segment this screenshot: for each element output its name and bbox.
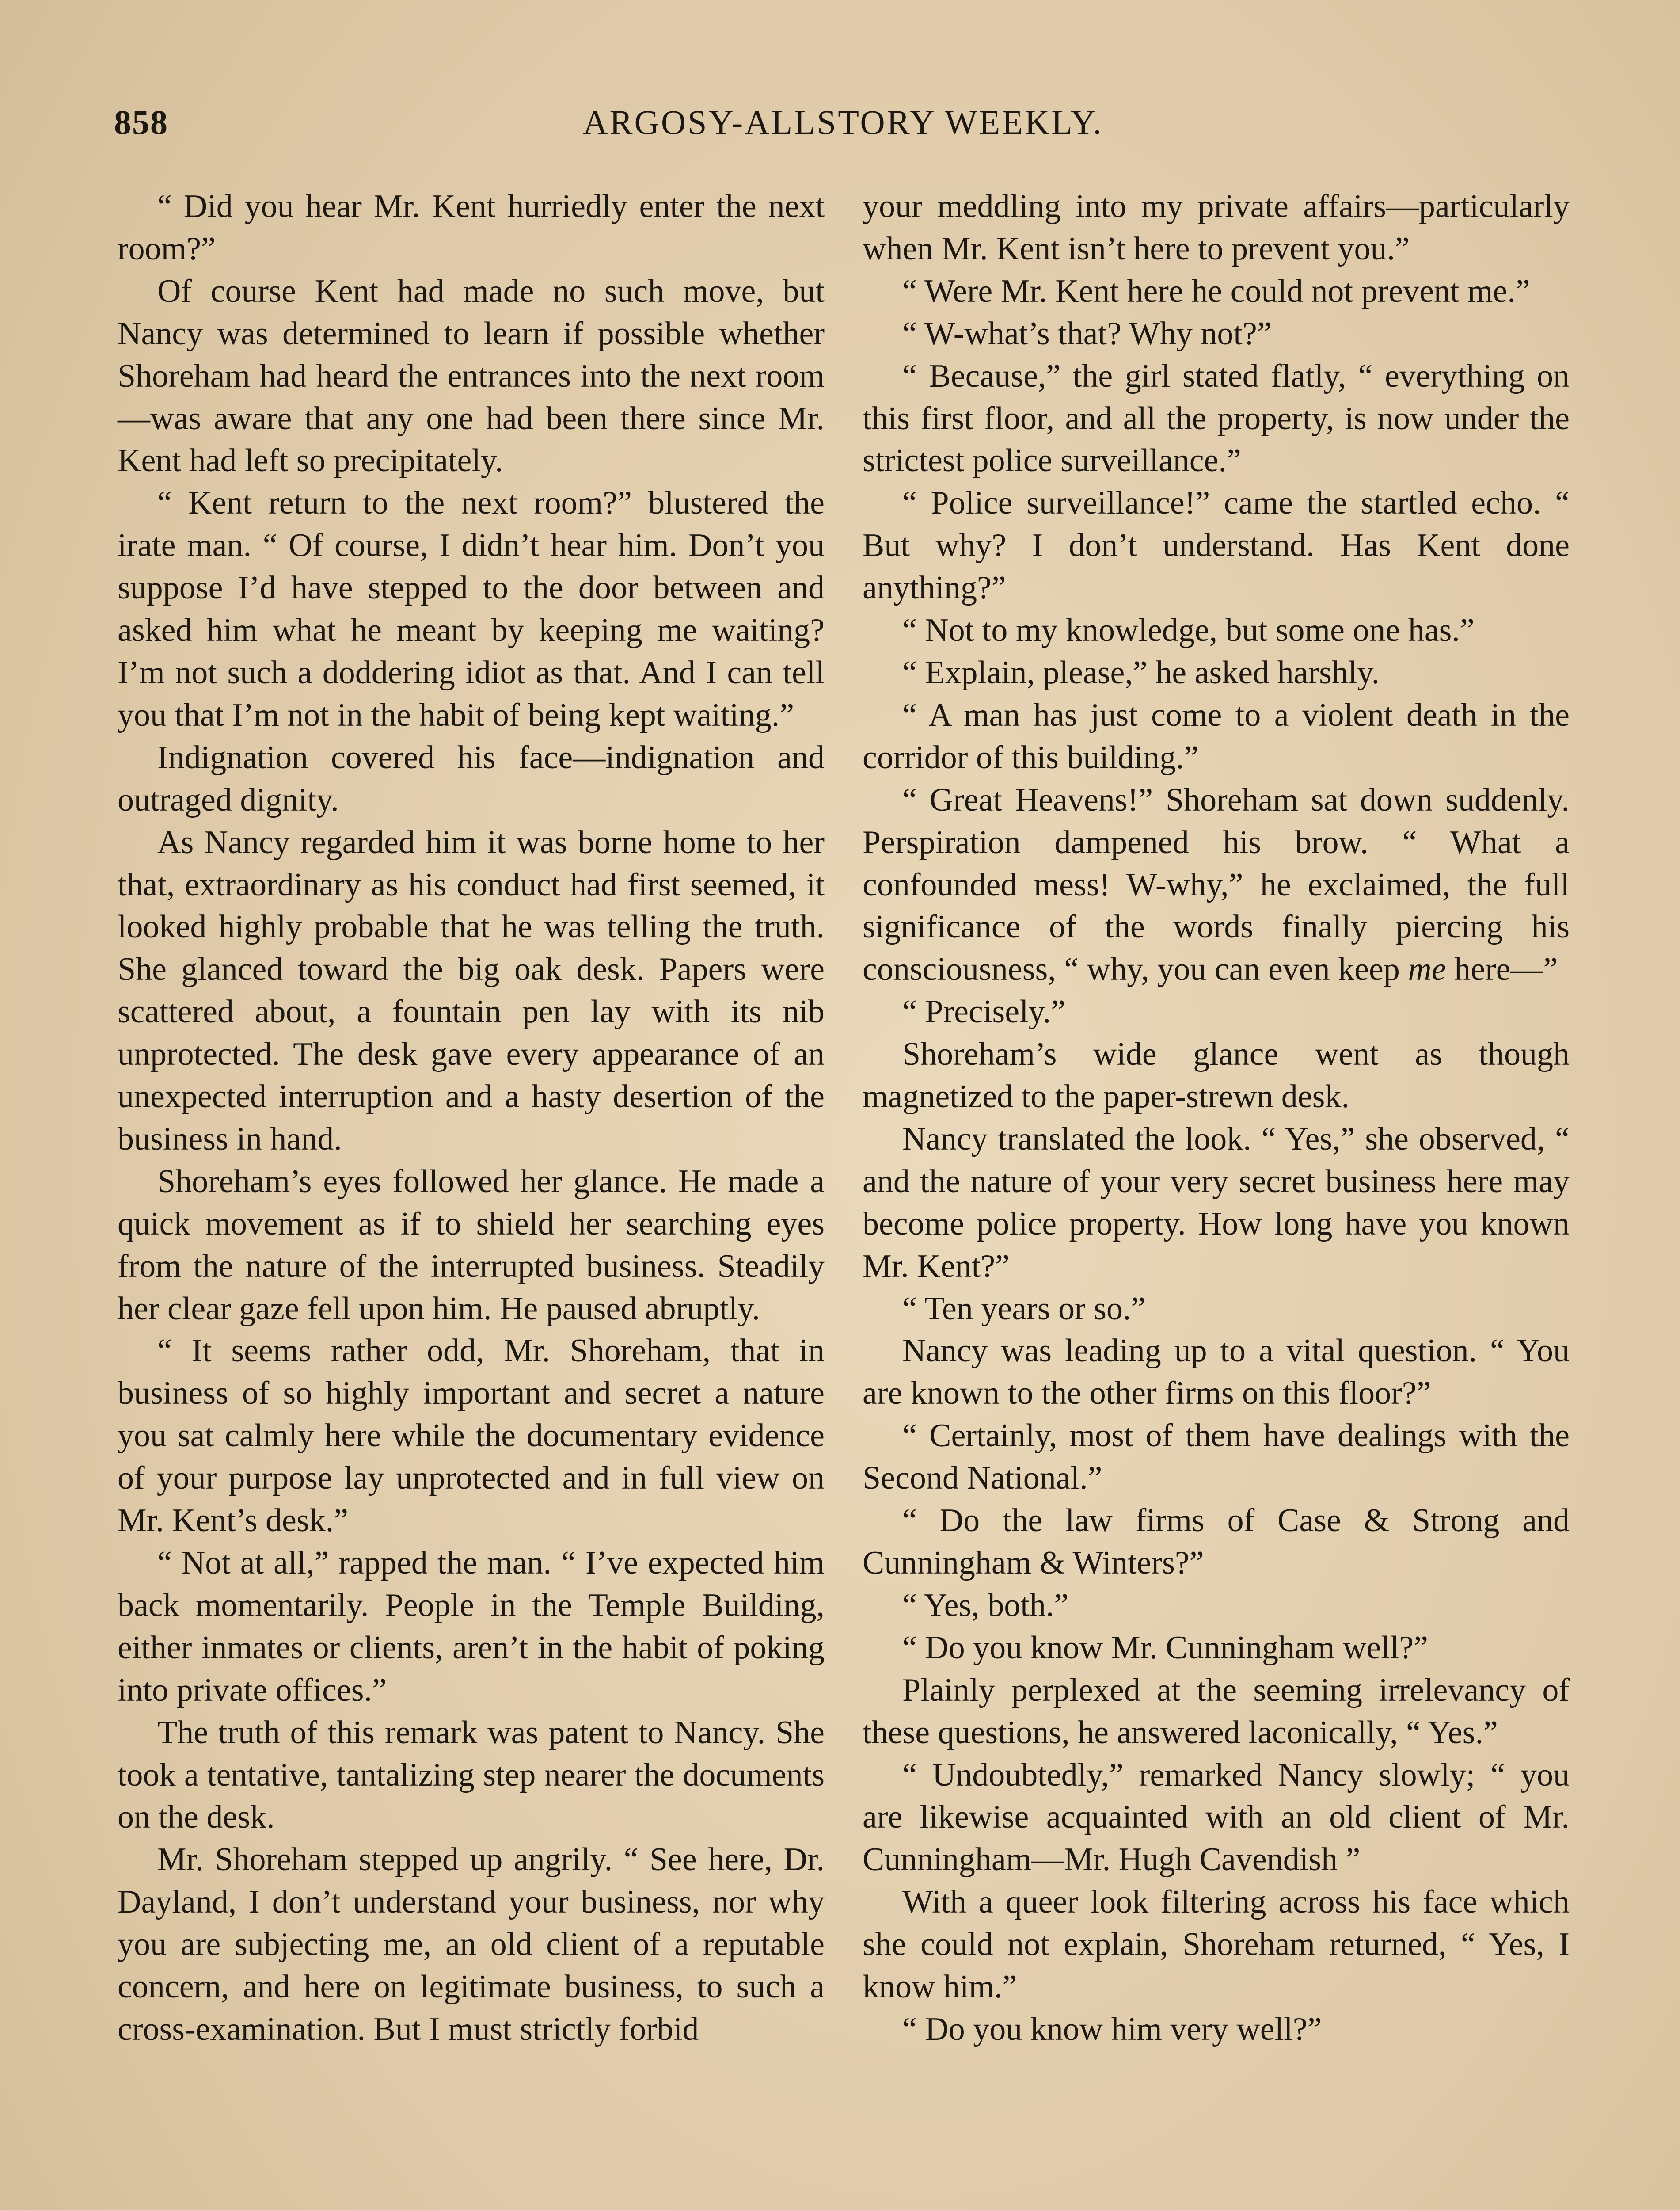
paragraph: As Nancy regarded him it was borne home to her that, extraordinary as his conduct had first seemed, it looked highly probable that he was telling the truth. She glanced toward the big oak desk. Papers were scattered about, a fountain pen lay with its nib unprotected. The desk gave every appearance of an unexpected interruption and a hasty desertion of the business in hand.: [118, 824, 825, 1157]
emphasis-text: me: [1408, 951, 1446, 988]
paragraph: “ Do you know him very well?”: [902, 2011, 1322, 2047]
paragraph: Of course Kent had made no such move, but Nancy was determined to learn if possible whether Shoreham had heard the entrances into the next room—was aware that any one had been there since Mr. Kent had left so precipitately.: [118, 273, 825, 479]
paragraph: “ W-what’s that? Why not?”: [902, 315, 1272, 352]
paragraph: The truth of this remark was patent to Nancy. She took a tentative, tantalizing step nearer the documents on the desk.: [118, 1714, 825, 1836]
paragraph: “ Did you hear Mr. Kent hurriedly enter the next room?”: [118, 188, 825, 267]
paragraph: “ Explain, please,” he asked harshly.: [902, 654, 1380, 691]
paragraph: Mr. Shoreham stepped up angrily. “ See here, Dr. Dayland, I don’t understand your business, nor why you are subjecting me, an old client of a reputable concern, and here on legitimate business, to such a cross-examination. But I must strictly forbid: [118, 1841, 825, 2047]
paragraph: “ It seems rather odd, Mr. Shoreham, that in business of so highly important and secret a nature you sat calmly here while the documentary evidence of your purpose lay unprotected and in full view on Mr. Kent’s desk.”: [118, 1333, 825, 1539]
paragraph: Shoreham’s eyes followed her glance. He made a quick movement as if to shield her searching eyes from the nature of the interrupted business. Steadily her clear gaze fell upon him. He paused abruptly.: [118, 1163, 825, 1327]
paragraph: “ Ten years or so.”: [902, 1290, 1146, 1327]
paragraph: “ Because,” the girl stated flatly, “ everything on this first floor, and all the property, is now under the strictest police surveillance.”: [863, 358, 1570, 479]
text-column-left: [118, 186, 825, 2210]
paragraph: Shoreham’s wide glance went as though magnetized to the paper-strewn desk.: [863, 1036, 1570, 1115]
paragraph: “ Yes, both.”: [902, 1587, 1069, 1623]
paragraph: “ A man has just come to a violent death in the corridor of this building.”: [863, 697, 1570, 776]
paragraph: “ Police surveillance!” came the startled echo. “ But why? I don’t understand. Has Kent done anything?”: [863, 485, 1570, 606]
paragraph: “ Do you know Mr. Cunningham well?”: [902, 1629, 1428, 1666]
paragraph: Indignation covered his face—indignation and outraged dignity.: [118, 739, 825, 818]
paragraph: “ Precisely.”: [902, 994, 1066, 1030]
paragraph: “ Undoubtedly,” remarked Nancy slowly; “ you are likewise acquainted with an old client of Mr. Cunningham—Mr. Hugh Cavendish ”: [863, 1757, 1570, 1878]
paragraph: “ Kent return to the next room?” blustered the irate man. “ Of course, I didn’t hear him. Don’t you suppose I’d have stepped to the door between and asked him what he meant by keeping me waiting? I’m not such a doddering idiot as that. And I can tell you that I’m not in the habit of being kept waiting.”: [118, 485, 825, 733]
paragraph: “ Were Mr. Kent here he could not prevent me.”: [902, 273, 1530, 309]
page-number: 858: [114, 103, 168, 141]
paragraph: Nancy was leading up to a vital question. “ You are known to the other firms on this floor?”: [863, 1333, 1570, 1412]
paragraph: “ Do the law firms of Case & Strong and Cunningham & Winters?”: [863, 1502, 1570, 1581]
paragraph: [863, 779, 1570, 991]
paragraph: With a queer look filtering across his face which she could not explain, Shoreham returned, “ Yes, I know him.”: [863, 1884, 1570, 2005]
magazine-title: ARGOSY-ALLSTORY WEEKLY.: [583, 103, 1103, 141]
text-column-right: [863, 186, 1570, 2210]
text-run: here—”: [1446, 951, 1558, 988]
paragraph: “ Not to my knowledge, but some one has.”: [902, 612, 1475, 649]
paragraph: Plainly perplexed at the seeming irrelevancy of these questions, he answered laconically, “ Yes.”: [863, 1672, 1570, 1751]
paragraph: “ Not at all,” rapped the man. “ I’ve expected him back momentarily. People in the Temple Building, either inmates or clients, aren’t in the habit of poking into private offices.”: [118, 1545, 825, 1708]
paragraph: “ Certainly, most of them have dealings with the Second National.”: [863, 1417, 1570, 1497]
text-run: “ Great Heavens!” Shoreham sat down suddenly. Perspiration dampened his brow. “ What a confounded mess! W-why,” he exclaimed, the full significance of the words finally piercing his consciousness, “ why, you can even keep: [863, 781, 1570, 988]
paragraph-continuation: your meddling into my private affairs—particularly when Mr. Kent isn’t here to prevent you.”: [863, 188, 1570, 267]
page-header: [114, 103, 1572, 156]
paragraph: Nancy translated the look. “ Yes,” she observed, “ and the nature of your very secret business here may become police property. How long have you known Mr. Kent?”: [863, 1120, 1570, 1284]
